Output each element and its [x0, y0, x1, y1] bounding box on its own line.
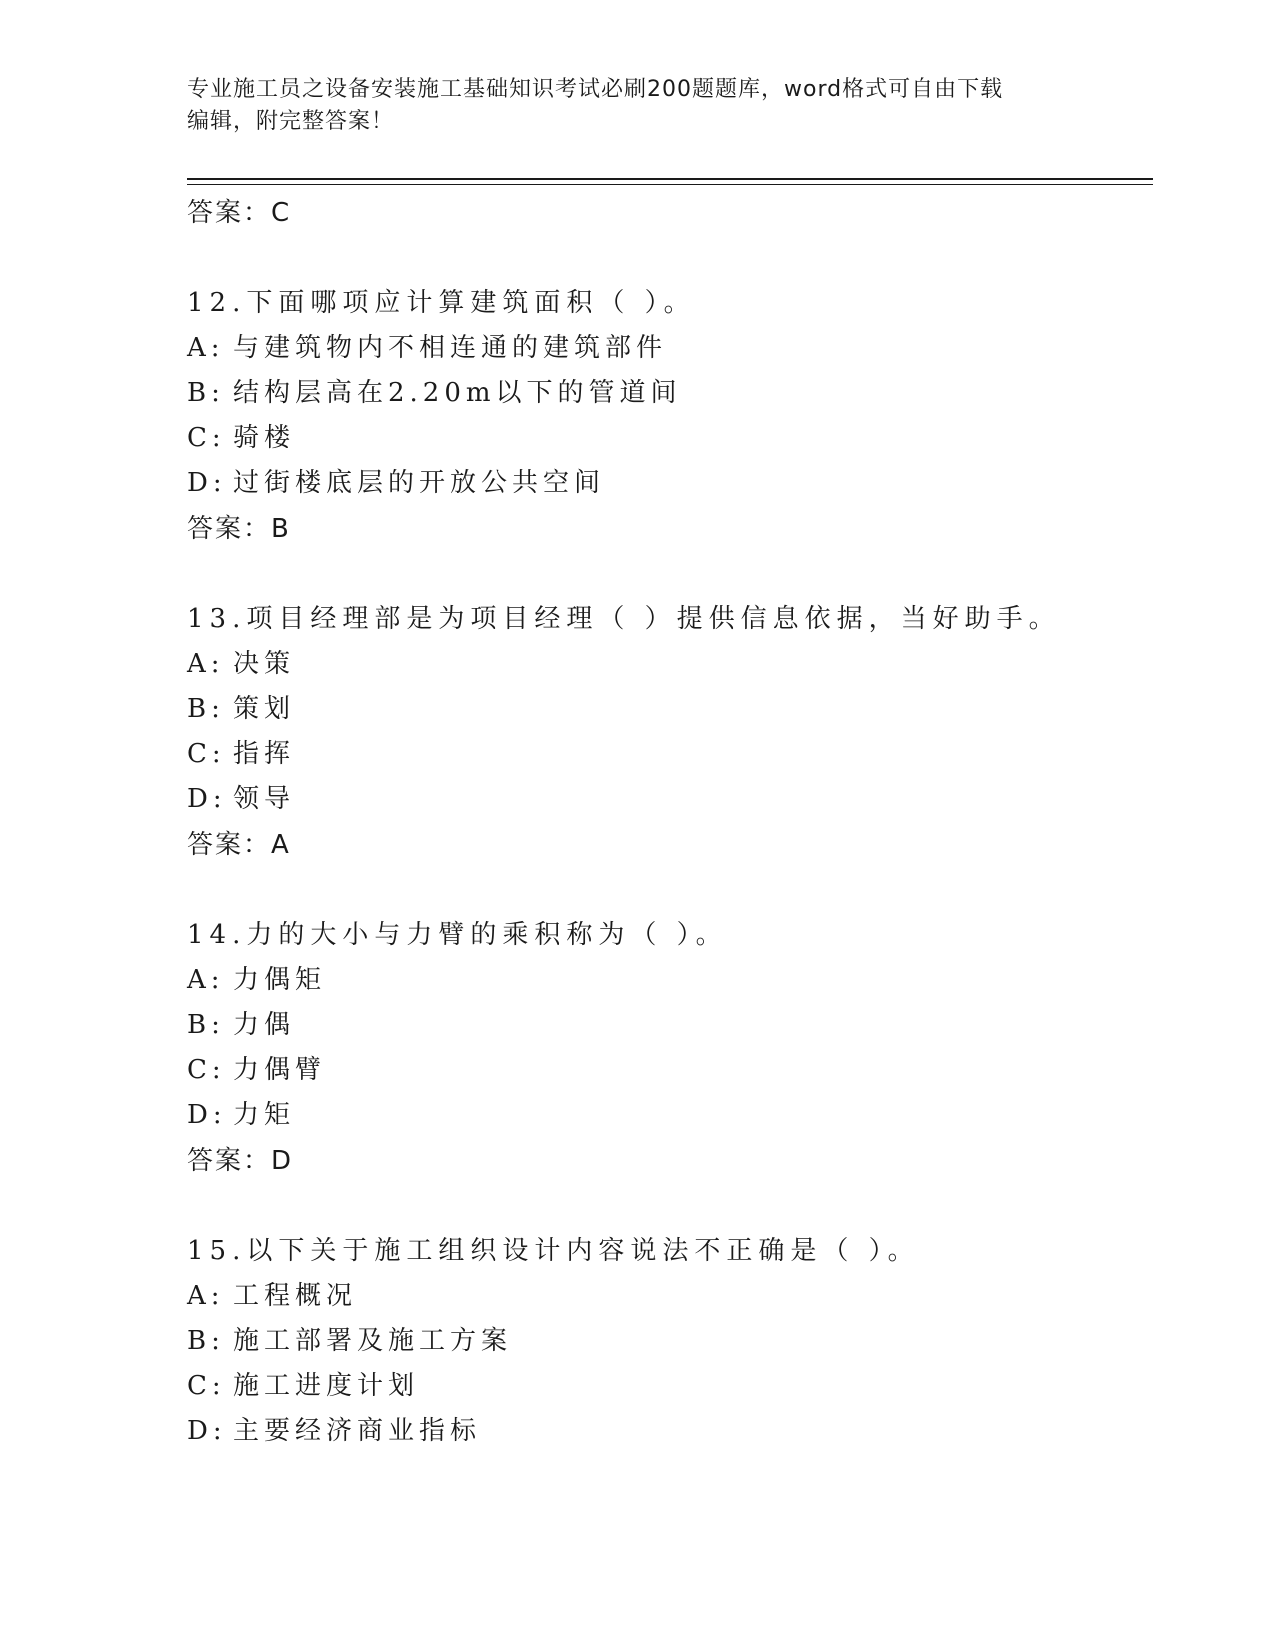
option-letter: D: — [187, 468, 227, 498]
option-d — [187, 1409, 1153, 1454]
option-text: 指挥 — [233, 739, 296, 769]
header-divider-thin — [187, 184, 1153, 185]
option-a — [187, 326, 1153, 371]
option-text: 施工部署及施工方案 — [233, 1326, 513, 1356]
option-b — [187, 687, 1153, 732]
option-letter: B: — [187, 694, 225, 724]
option-letter: A: — [187, 965, 225, 995]
question-stem: 14.力的大小与力臂的乘积称为（ ）。 — [187, 920, 728, 950]
header-title-line1: 专业施工员之设备安装施工基础知识考试必刷200题题库，word格式可自由下载 — [187, 77, 1004, 102]
option-b — [187, 371, 1153, 416]
option-letter: B: — [187, 378, 225, 408]
option-a — [187, 958, 1153, 1003]
option-text: 力偶矩 — [233, 965, 327, 995]
question-block-15 — [187, 1228, 1153, 1454]
answer-line: 答案：C — [187, 198, 292, 228]
option-c — [187, 416, 1153, 461]
spacer — [187, 868, 1153, 912]
option-text: 过街楼底层的开放公共空间 — [233, 468, 606, 498]
option-a — [187, 642, 1153, 687]
option-letter: D: — [187, 1100, 227, 1130]
option-letter: D: — [187, 1416, 227, 1446]
option-letter: C: — [187, 1055, 226, 1085]
option-text: 力偶臂 — [233, 1055, 327, 1085]
option-letter: A: — [187, 333, 225, 363]
header-title-line2: 编辑，附完整答案！ — [187, 109, 395, 134]
spacer — [187, 1184, 1153, 1228]
answer-line: 答案：B — [187, 514, 291, 544]
option-a — [187, 1274, 1153, 1319]
option-letter: B: — [187, 1326, 225, 1356]
option-text: 主要经济商业指标 — [233, 1416, 482, 1446]
option-d — [187, 777, 1153, 822]
document-header — [187, 74, 1087, 138]
option-text: 力矩 — [233, 1100, 296, 1130]
option-b — [187, 1003, 1153, 1048]
option-letter: A: — [187, 649, 225, 679]
option-d — [187, 461, 1153, 506]
question-stem: 15.以下关于施工组织设计内容说法不正确是（ ）。 — [187, 1236, 920, 1266]
option-letter: A: — [187, 1281, 225, 1311]
option-letter: C: — [187, 739, 226, 769]
option-text: 与建筑物内不相连通的建筑部件 — [233, 333, 668, 363]
question-block-13 — [187, 596, 1153, 868]
question-stem: 13.项目经理部是为项目经理（ ）提供信息依据，当好助手。 — [187, 604, 1061, 634]
option-text: 力偶 — [233, 1010, 296, 1040]
option-text: 策划 — [233, 694, 296, 724]
spacer — [187, 552, 1153, 596]
option-text: 工程概况 — [233, 1281, 358, 1311]
question-block-12 — [187, 280, 1153, 552]
option-text: 结构层高在2.20m以下的管道间 — [233, 378, 682, 408]
option-c — [187, 1364, 1153, 1409]
option-letter: B: — [187, 1010, 225, 1040]
question-block-14 — [187, 912, 1153, 1184]
option-b — [187, 1319, 1153, 1364]
option-letter: C: — [187, 423, 226, 453]
option-text: 施工进度计划 — [233, 1371, 420, 1401]
option-text: 领导 — [233, 784, 296, 814]
option-letter: C: — [187, 1371, 226, 1401]
option-letter: D: — [187, 784, 227, 814]
option-d — [187, 1093, 1153, 1138]
option-text: 决策 — [233, 649, 296, 679]
option-text: 骑楼 — [233, 423, 296, 453]
spacer — [187, 236, 1153, 280]
answer-line: 答案：A — [187, 830, 291, 860]
option-c — [187, 1048, 1153, 1093]
question-list — [187, 190, 1153, 1454]
question-stem: 12.下面哪项应计算建筑面积（ ）。 — [187, 288, 696, 318]
option-c — [187, 732, 1153, 777]
answer-line: 答案：D — [187, 1146, 294, 1176]
header-divider-thick — [187, 178, 1153, 180]
